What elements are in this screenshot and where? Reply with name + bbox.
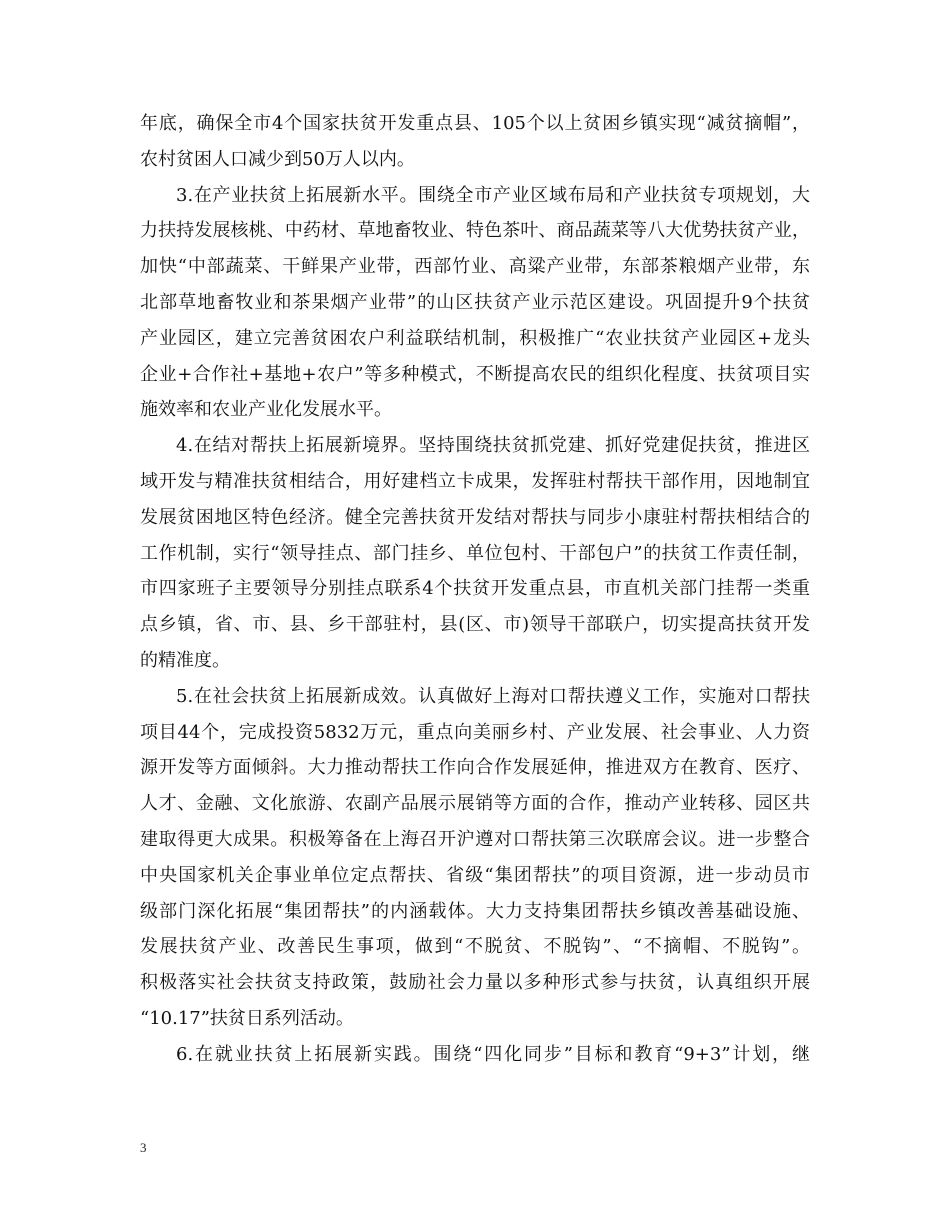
text-line: 工作机制，实行“领导挂点、部门挂乡、单位包村、干部包户”的扶贫工作责任制， bbox=[140, 542, 810, 564]
paragraph bbox=[140, 106, 810, 178]
text-line: 农村贫困人口减少到50万人以内。 bbox=[140, 148, 415, 170]
document-body bbox=[140, 106, 810, 1073]
text-line: 积极落实社会扶贫支持政策，鼓励社会力量以多种形式参与扶贫，认真组织开展 bbox=[140, 972, 810, 994]
paragraph bbox=[140, 178, 810, 429]
text-line: 级部门深化拓展“集团帮扶”的内涵载体。大力支持集团帮扶乡镇改善基础设施、 bbox=[140, 900, 810, 922]
paragraph bbox=[140, 428, 810, 679]
text-line: 4.在结对帮扶上拓展新境界。坚持围绕扶贫抓党建、抓好党建促扶贫，推进区 bbox=[176, 435, 810, 457]
page-number: 3 bbox=[140, 1140, 147, 1155]
text-line: 加快“中部蔬菜、干鲜果产业带，西部竹业、高粱产业带，东部茶粮烟产业带，东 bbox=[140, 256, 810, 278]
text-line: 建取得更大成果。积极筹备在上海召开沪遵对口帮扶第三次联席会议。进一步整合 bbox=[140, 828, 810, 850]
text-line: 人才、金融、文化旅游、农副产品展示展销等方面的合作，推动产业转移、园区共 bbox=[140, 793, 810, 815]
text-line: 施效率和农业产业化发展水平。 bbox=[140, 399, 392, 421]
text-line: 6.在就业扶贫上拓展新实践。围绕“四化同步”目标和教育“9+3”计划，继 bbox=[176, 1043, 810, 1065]
text-line: 5.在社会扶贫上拓展新成效。认真做好上海对口帮扶遵义工作，实施对口帮扶 bbox=[176, 685, 810, 707]
text-line: 中央国家机关企事业单位定点帮扶、省级“集团帮扶”的项目资源，进一步动员市 bbox=[140, 864, 810, 886]
text-line: 域开发与精准扶贫相结合，用好建档立卡成果，发挥驻村帮扶干部作用，因地制宜 bbox=[140, 470, 810, 492]
text-line: 力扶持发展核桃、中药材、草地畜牧业、特色茶叶、商品蔬菜等八大优势扶贫产业， bbox=[140, 220, 810, 242]
text-line: 产业园区，建立完善贫困农户利益联结机制，积极推广“农业扶贫产业园区+龙头 bbox=[140, 327, 810, 349]
text-line: “10.17”扶贫日系列活动。 bbox=[140, 1007, 354, 1029]
paragraph bbox=[140, 1037, 810, 1073]
text-line: 项目44个，完成投资5832万元，重点向美丽乡村、产业发展、社会事业、人力资 bbox=[140, 721, 810, 743]
paragraph bbox=[140, 679, 810, 1037]
text-line: 年底，确保全市4个国家扶贫开发重点县、105个以上贫困乡镇实现“减贫摘帽”， bbox=[140, 113, 810, 134]
text-line: 北部草地畜牧业和茶果烟产业带”的山区扶贫产业示范区建设。巩固提升9个扶贫 bbox=[140, 291, 810, 313]
text-line: 发展贫困地区特色经济。健全完善扶贫开发结对帮扶与同步小康驻村帮扶相结合的 bbox=[140, 506, 810, 528]
text-line: 3.在产业扶贫上拓展新水平。围绕全市产业区域布局和产业扶贫专项规划，大 bbox=[176, 184, 810, 206]
text-line: 源开发等方面倾斜。大力推动帮扶工作向合作发展延伸，推进双方在教育、医疗、 bbox=[140, 757, 810, 779]
text-line: 点乡镇，省、市、县、乡干部驻村，县(区、市)领导干部联户，切实提高扶贫开发 bbox=[140, 614, 810, 636]
text-line: 发展扶贫产业、改善民生事项，做到“不脱贫、不脱钩”、“不摘帽、不脱钩”。 bbox=[140, 936, 810, 958]
text-line: 企业+合作社+基地+农户”等多种模式，不断提高农民的组织化程度、扶贫项目实 bbox=[140, 363, 810, 385]
text-line: 市四家班子主要领导分别挂点联系4个扶贫开发重点县，市直机关部门挂帮一类重 bbox=[140, 578, 810, 600]
text-line: 的精准度。 bbox=[140, 649, 230, 671]
